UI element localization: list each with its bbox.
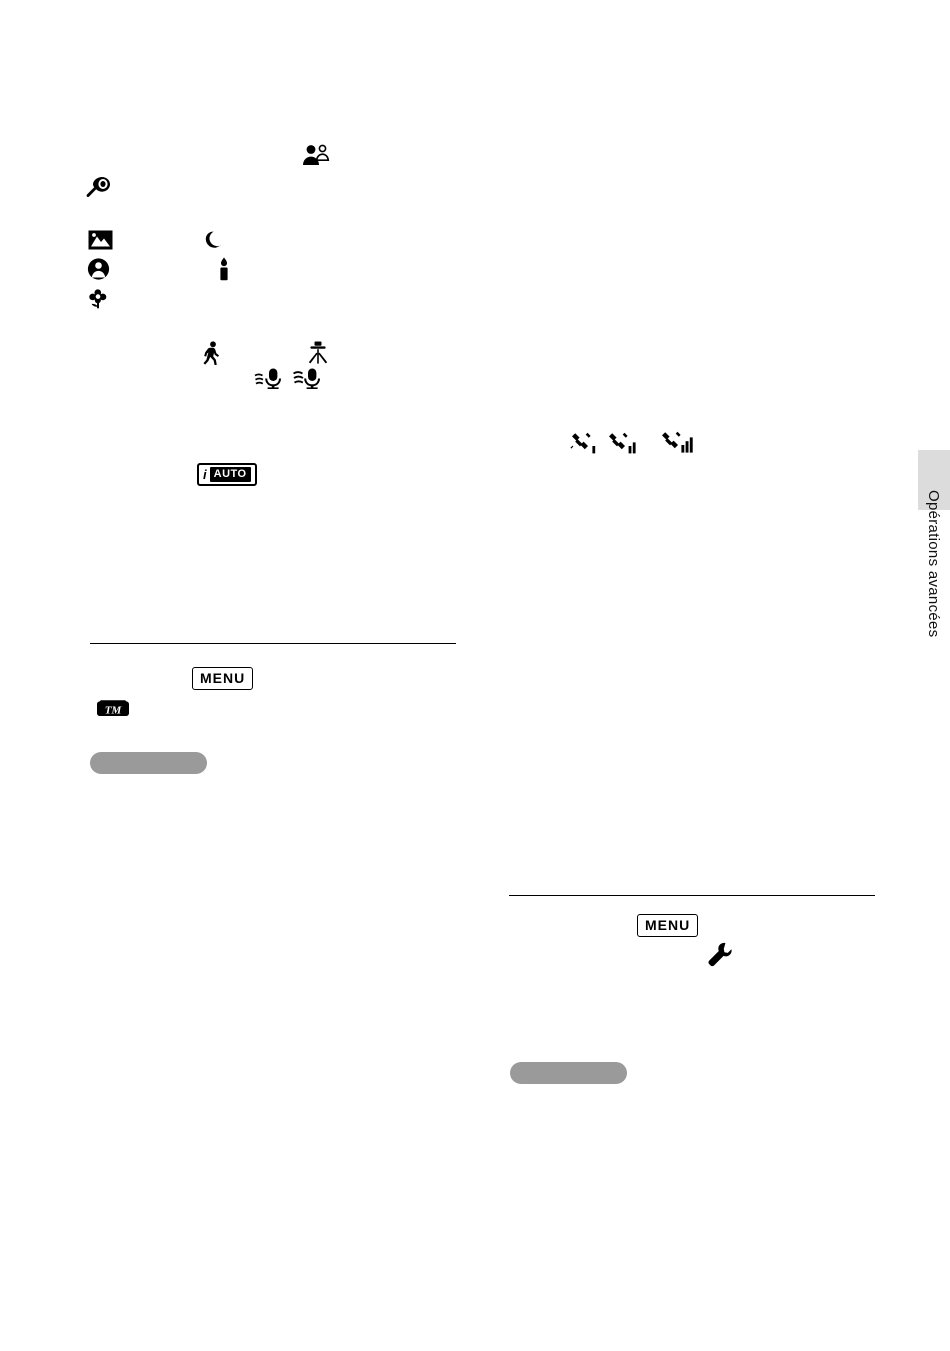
gps-signal-strong-icon [660, 430, 696, 454]
tm-memory-icon [96, 700, 130, 719]
grey-pill-right [510, 1062, 627, 1084]
divider-left [90, 643, 456, 644]
iauto-i-label: i [203, 467, 207, 482]
svg-text:TM: TM [104, 704, 122, 717]
iauto-badge [197, 463, 257, 486]
menu-button-right[interactable]: MENU [637, 914, 698, 937]
gps-signal-weak-icon [570, 432, 600, 454]
night-portrait-icon [87, 258, 110, 280]
walking-person-icon [203, 341, 222, 365]
candle-icon [216, 257, 232, 281]
night-moon-icon [203, 229, 223, 250]
tripod-icon [307, 341, 329, 364]
menu-button-left[interactable]: MENU [192, 667, 253, 690]
flower-macro-icon [86, 287, 110, 309]
gps-signal-medium-icon [607, 432, 639, 454]
landscape-icon [88, 230, 113, 250]
grey-pill-left [90, 752, 207, 774]
divider-right [509, 895, 875, 896]
section-tab-label: Opérations avancées [925, 490, 942, 638]
iauto-auto-label: AUTO [210, 467, 251, 482]
microphone-low-icon [254, 367, 290, 389]
microphone-high-icon [293, 367, 329, 389]
wrench-setup-icon [707, 942, 733, 968]
portrait-two-people-icon [302, 144, 330, 166]
spotlight-icon [86, 175, 112, 199]
